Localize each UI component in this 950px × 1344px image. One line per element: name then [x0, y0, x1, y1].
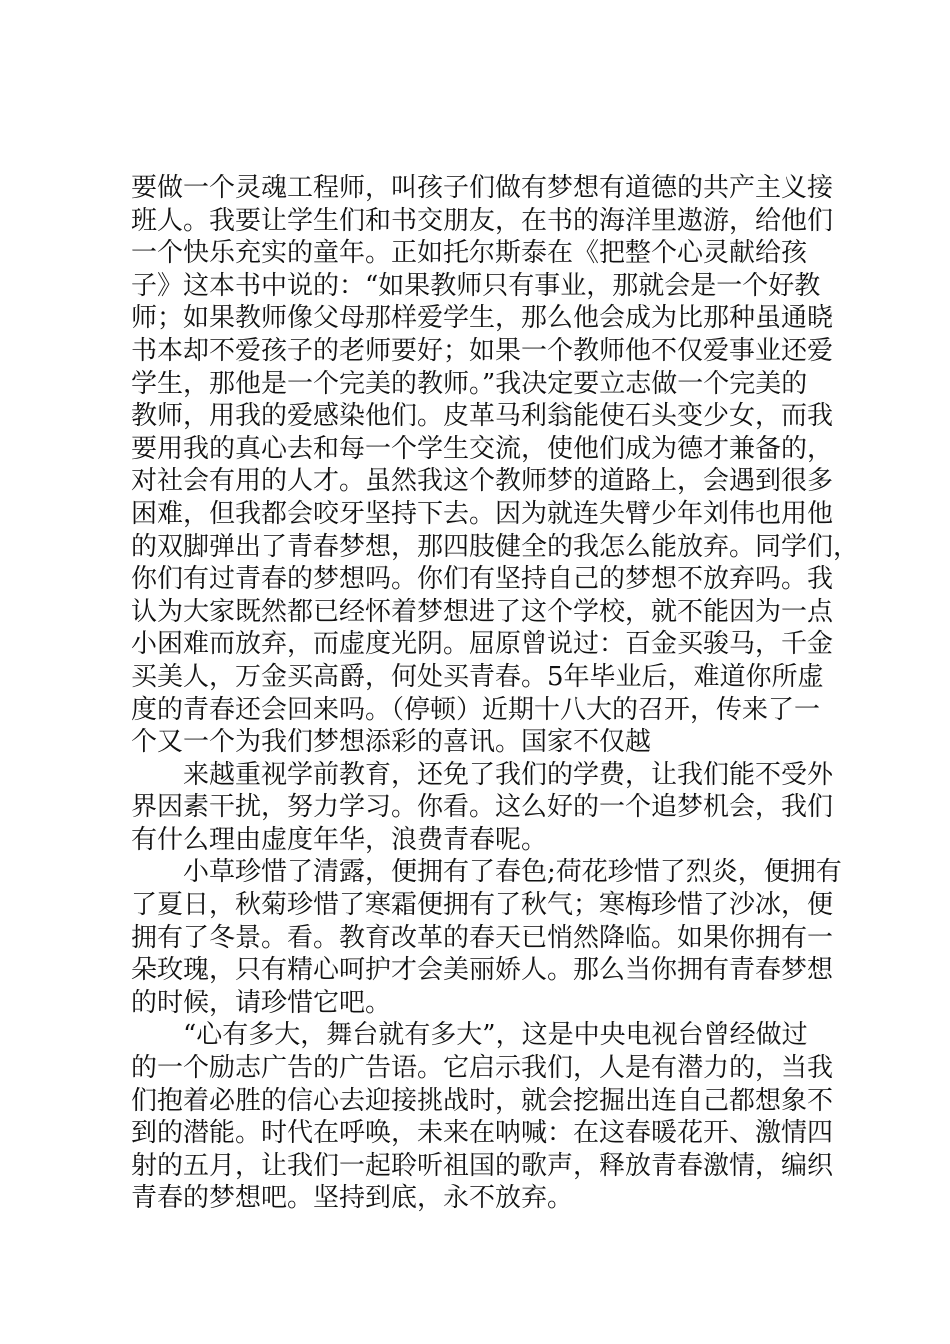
text-line: 要做一个灵魂工程师，叫孩子们做有梦想有道德的共产主义接 [131, 173, 834, 203]
text-line: 一个快乐充实的童年。正如托尔斯泰在《把整个心灵献给孩 [131, 238, 808, 269]
text-line: 困难，但我都会咬牙坚持下去。因为就连失臂少年刘伟也用他 [131, 498, 834, 529]
text-line: 认为大家既然都已经怀着梦想进了这个学校，就不能因为一点 [131, 596, 834, 627]
paragraph-start-line: 小草珍惜了清露，便拥有了春色;荷花珍惜了烈炎，便拥有 [183, 857, 842, 888]
text-line: 子》这本书中说的：“如果教师只有事业，那就会是一个好教 [131, 270, 821, 301]
text-line: 书本却不爱孩子的老师要好；如果一个教师他不仅爱事业还爱 [131, 335, 834, 366]
text-line: 们抱着必胜的信心去迎接挑战时，就会挖掘出连自己都想象不 [131, 1085, 834, 1116]
text-line: 教师，用我的爱感染他们。皮革马利翁能使石头变少女，而我 [131, 401, 834, 432]
text-line: 度的青春还会回来吗。（停顿）近期十八大的召开，传来了一 [131, 694, 821, 725]
text-line: 的一个励志广告的广告语。它启示我们，人是有潜力的，当我 [131, 1053, 834, 1084]
text-line: 了夏日，秋菊珍惜了寒霜便拥有了秋气；寒梅珍惜了沙冰，便 [131, 890, 834, 921]
paragraph-start-line: 来越重视学前教育，还免了我们的学费，让我们能不受外 [183, 759, 834, 790]
paragraph-start-line: “心有多大，舞台就有多大”，这是中央电视台曾经做过 [183, 1020, 808, 1051]
text-line: 拥有了冬景。看。教育改革的春天已悄然降临。如果你拥有一 [131, 922, 834, 953]
text-line: 青春的梦想吧。坚持到底，永不放弃。 [131, 1183, 574, 1214]
text-line: 学生，那他是一个完美的教师。”我决定要立志做一个完美的 [131, 368, 808, 399]
text-line: 的时候，请珍惜它吧。 [131, 987, 392, 1018]
text-line: 有什么理由虚度年华，浪费青春呢。 [131, 824, 548, 855]
text-line: 小困难而放弃，而虚度光阴。屈原曾说过：百金买骏马，千金 [131, 629, 834, 660]
text-line: 要用我的真心去和每一个学生交流，使他们成为德才兼备的， [131, 433, 834, 464]
text-line: 朵玫瑰，只有精心呵护才会美丽娇人。那么当你拥有青春梦想 [131, 955, 834, 986]
text-line: 射的五月，让我们一起聆听祖国的歌声，释放青春激情，编织 [131, 1150, 834, 1181]
text-line: 的双脚弹出了青春梦想，那四肢健全的我怎么能放弃。同学们， [131, 531, 860, 562]
text-line: 你们有过青春的梦想吗。你们有坚持自己的梦想不放弃吗。我 [131, 564, 834, 595]
text-line: 界因素干扰，努力学习。你看。这么好的一个追梦机会，我们 [131, 792, 834, 823]
document-body [131, 172, 860, 1215]
text-line: 买美人，万金买高爵，何处买青春。5年毕业后，难道你所虚 [131, 661, 824, 692]
text-line: 班人。我要让学生们和书交朋友，在书的海洋里遨游，给他们 [131, 205, 834, 236]
text-line: 到的潜能。时代在呼唤，未来在呐喊：在这春暖花开、激情四 [131, 1118, 834, 1149]
text-line: 师；如果教师像父母那样爱学生，那么他会成为比那种虽通晓 [131, 303, 834, 334]
text-line: 对社会有用的人才。虽然我这个教师梦的道路上，会遇到很多 [131, 466, 834, 497]
text-line: 个又一个为我们梦想添彩的喜讯。国家不仅越 [131, 727, 652, 758]
